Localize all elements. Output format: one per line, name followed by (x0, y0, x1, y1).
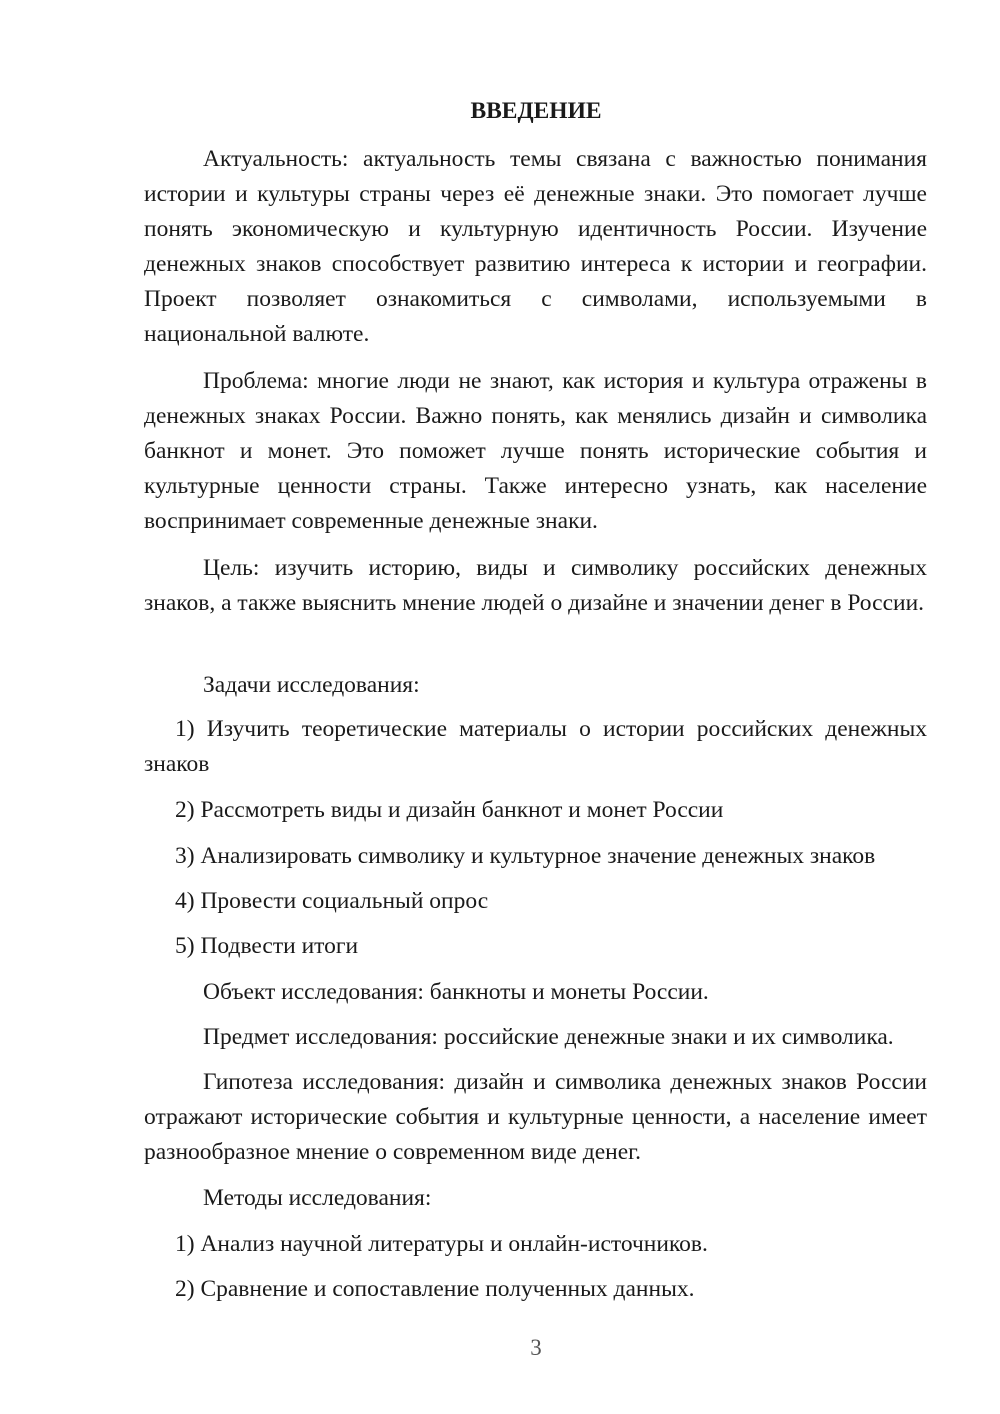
method-item: 2) Сравнение и сопоставление полученных данных. (175, 1276, 695, 1302)
task-item: 4) Провести социальный опрос (175, 888, 489, 914)
task-item: 2) Рассмотреть виды и дизайн банкнот и монет России (175, 797, 724, 823)
paragraph-problem: Проблема: многие люди не знают, как история и культура отражены в денежных знаках России. Важно понять, как менялись дизайн и символика банкнот и монет. Это поможет лучше понять исторические события и культурные ценности страны. Также интересно узнать, как население воспринимает современные денежные знаки. (144, 368, 927, 534)
method-item: 1) Анализ научной литературы и онлайн-источников. (175, 1231, 708, 1257)
paragraph-subject: Предмет исследования: российские денежные знаки и их символика. (203, 1024, 894, 1050)
tasks-title: Задачи исследования: (203, 672, 420, 698)
paragraph-relevance: Актуальность: актуальность темы связана с важностью понимания истории и культуры страны через её денежные знаки. Это помогает лучше понять экономическую и культурную идентичность России. Изучение денежных знаков способствует развитию интереса к истории и географии. Проект позволяет ознакомиться с символами, используемыми в национальной валюте. (144, 146, 927, 347)
paragraph-hypothesis: Гипотеза исследования: дизайн и символика денежных знаков России отражают исторические события и культурные ценности, а население имеет разнообразное мнение о современном виде денег. (144, 1069, 927, 1165)
task-item: 5) Подвести итоги (175, 933, 359, 959)
page-number: 3 (530, 1335, 542, 1360)
methods-title: Методы исследования: (203, 1185, 432, 1211)
task-item: 1) Изучить теоретические материалы о истории российских денежных знаков (144, 716, 927, 777)
paragraph-object: Объект исследования: банкноты и монеты России. (203, 979, 709, 1005)
paragraph-goal: Цель: изучить историю, виды и символику российских денежных знаков, а также выяснить мнение людей о дизайне и значении денег в России. (144, 555, 927, 616)
task-item: 3) Анализировать символику и культурное значение денежных знаков (175, 843, 876, 869)
page-title: ВВЕДЕНИЕ (470, 98, 602, 124)
